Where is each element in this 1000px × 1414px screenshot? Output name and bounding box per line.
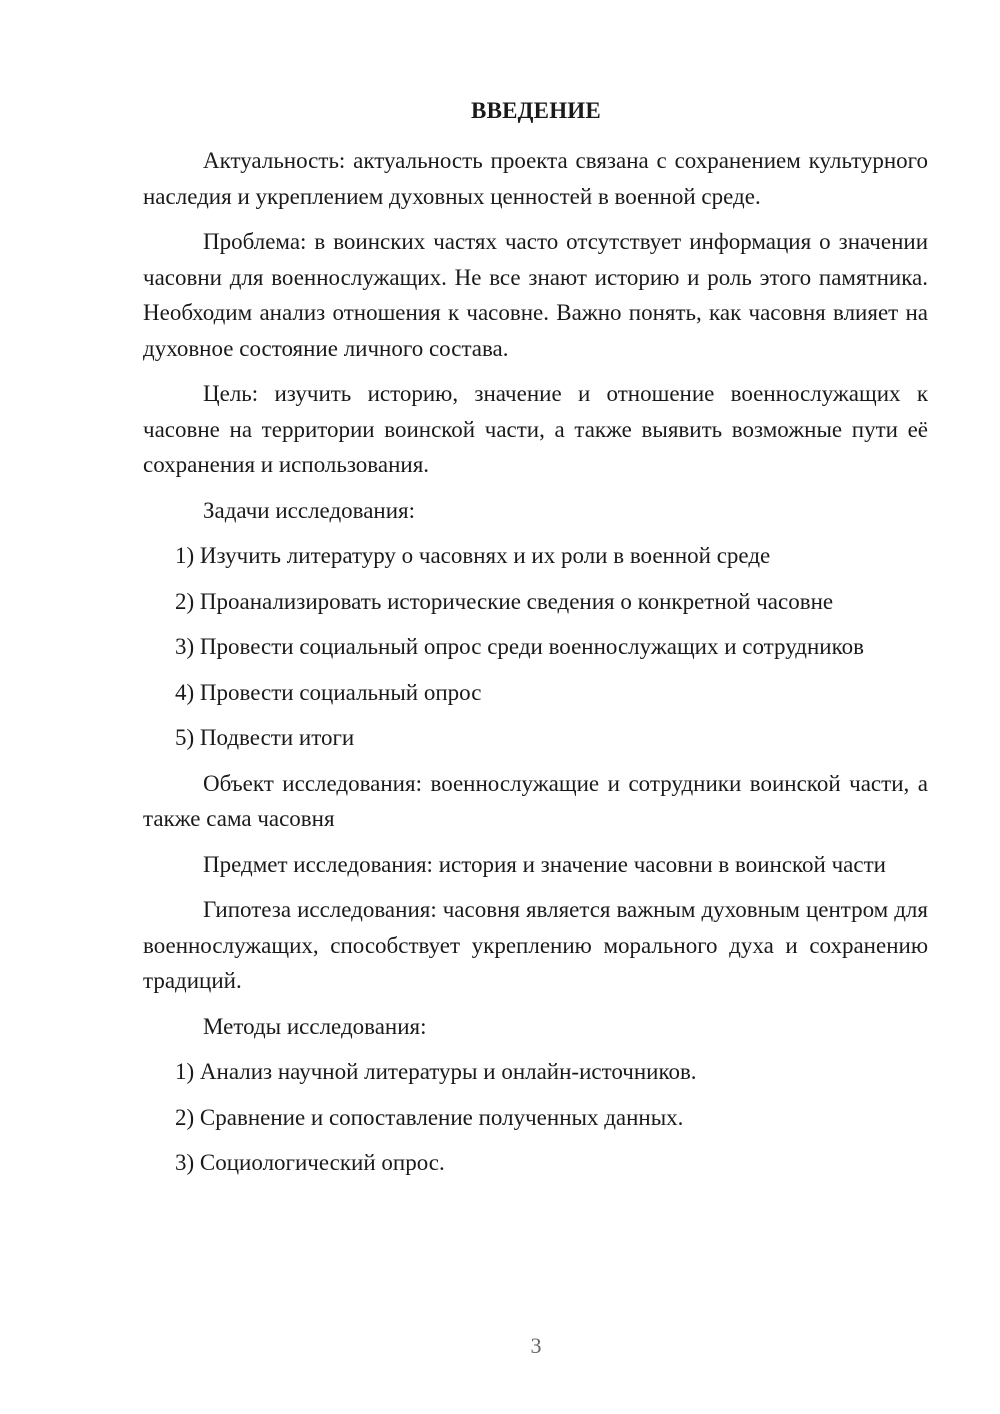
page-number: 3 (530, 1333, 542, 1358)
object-paragraph: Объект исследования: военнослужащие и сотрудники воинской части, а также сама часовня (143, 770, 928, 831)
task-item: 5) Подвести итоги (175, 725, 355, 750)
methods-heading: Методы исследования: (203, 1013, 427, 1039)
method-item: 1) Анализ научной литературы и онлайн-источников. (175, 1059, 697, 1084)
goal-paragraph: Цель: изучить историю, значение и отношение военнослужащих к часовне на территории воинской части, а также выявить возможные пути её сохранения и использования. (143, 381, 928, 477)
task-item: 4) Провести социальный опрос (175, 679, 482, 705)
task-item: 1) Изучить литературу о часовнях и их роли в военной среде (175, 543, 771, 568)
task-item: 3) Провести социальный опрос среди военнослужащих и сотрудников (175, 634, 864, 659)
problem-paragraph: Проблема: в воинских частях часто отсутствует информация о значении часовни для военнослужащих. Не все знают историю и роль этого памятника. Необходим анализ отношения к часовне. Важно понять, как часовня влияет на духовное состояние личного состава. (143, 229, 928, 361)
tasks-heading: Задачи исследования: (203, 497, 416, 523)
task-item: 2) Проанализировать исторические сведения о конкретной часовне (175, 588, 834, 614)
page-title: ВВЕДЕНИЕ (471, 98, 601, 123)
method-item: 2) Сравнение и сопоставление полученных данных. (175, 1104, 684, 1130)
relevance-paragraph: Актуальность: актуальность проекта связана с сохранением культурного наследия и укреплением духовных ценностей в военной среде. (143, 148, 928, 209)
document-body (143, 143, 928, 1191)
method-item: 3) Социологический опрос. (175, 1150, 445, 1175)
subject-paragraph: Предмет исследования: история и значение часовни в воинской части (203, 851, 886, 877)
hypothesis-paragraph: Гипотеза исследования: часовня является важным духовным центром для военнослужащих, способствует укреплению морального духа и сохранению традиций. (143, 897, 928, 993)
